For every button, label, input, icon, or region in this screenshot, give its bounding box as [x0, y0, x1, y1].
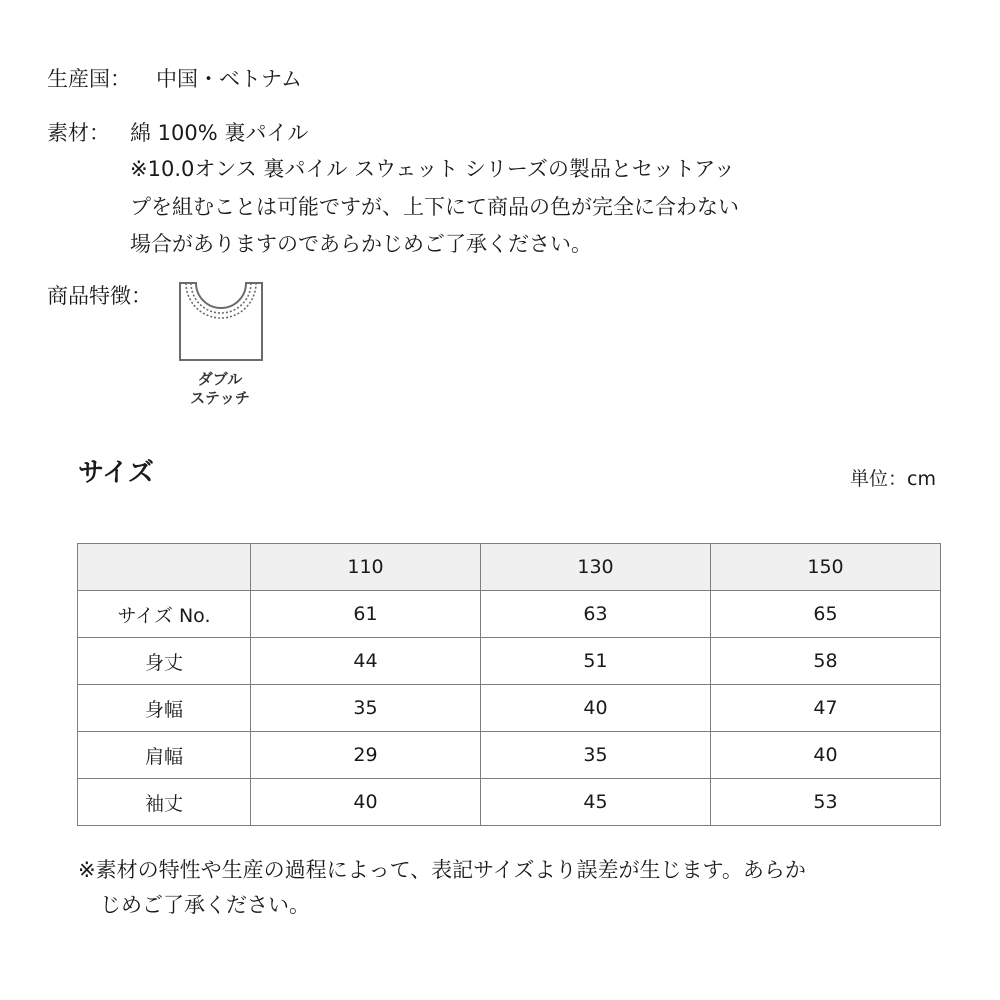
table-cell: 53	[711, 779, 941, 826]
row-label: 肩幅	[78, 732, 251, 779]
material-note-line: 場合がありますのであらかじめご了承ください。	[130, 232, 592, 256]
table-row	[78, 685, 941, 732]
row-label: サイズ No.	[78, 591, 251, 638]
table-cell: 35	[481, 732, 711, 779]
table-cell: 47	[711, 685, 941, 732]
table-cell: 45	[481, 779, 711, 826]
size-section-title: サイズ	[78, 458, 154, 488]
size-table	[77, 543, 941, 826]
table-cell: 65	[711, 591, 941, 638]
origin-label: 生産国：	[47, 67, 131, 91]
header-cell: 150	[711, 544, 941, 591]
double-stitch-neckline-icon	[178, 280, 264, 362]
row-label: 身幅	[78, 685, 251, 732]
table-cell: 51	[481, 638, 711, 685]
table-cell: 29	[251, 732, 481, 779]
material-note-line: ※10.0オンス 裏パイル スウェット シリーズの製品とセットアッ	[130, 157, 735, 181]
material-line: 綿 100% 裏パイル	[130, 121, 309, 145]
table-cell: 63	[481, 591, 711, 638]
features-label: 商品特徴：	[47, 284, 152, 308]
footnote-line: じめご了承ください。	[100, 893, 310, 917]
table-row	[78, 638, 941, 685]
row-label: 身丈	[78, 638, 251, 685]
icon-caption	[170, 370, 270, 408]
header-cell	[78, 544, 251, 591]
table-row	[78, 779, 941, 826]
origin-value: 中国・ベトナム	[156, 67, 302, 91]
table-cell: 58	[711, 638, 941, 685]
footnote-line: ※素材の特性や生産の過程によって、表記サイズより誤差が生じます。あらか	[78, 858, 806, 882]
table-cell: 44	[251, 638, 481, 685]
icon-caption-line: ステッチ	[190, 389, 250, 407]
table-row	[78, 732, 941, 779]
material-note-line: プを組むことは可能ですが、上下にて商品の色が完全に合わない	[130, 195, 739, 219]
table-cell: 40	[251, 779, 481, 826]
table-cell: 40	[711, 732, 941, 779]
table-row	[78, 591, 941, 638]
table-cell: 61	[251, 591, 481, 638]
table-cell: 40	[481, 685, 711, 732]
material-label: 素材：	[47, 121, 110, 145]
unit-label: 単位：cm	[850, 468, 936, 490]
icon-caption-line: ダブル	[197, 370, 243, 388]
table-cell: 35	[251, 685, 481, 732]
header-cell: 110	[251, 544, 481, 591]
row-label: 袖丈	[78, 779, 251, 826]
table-header-row	[78, 544, 941, 591]
header-cell: 130	[481, 544, 711, 591]
